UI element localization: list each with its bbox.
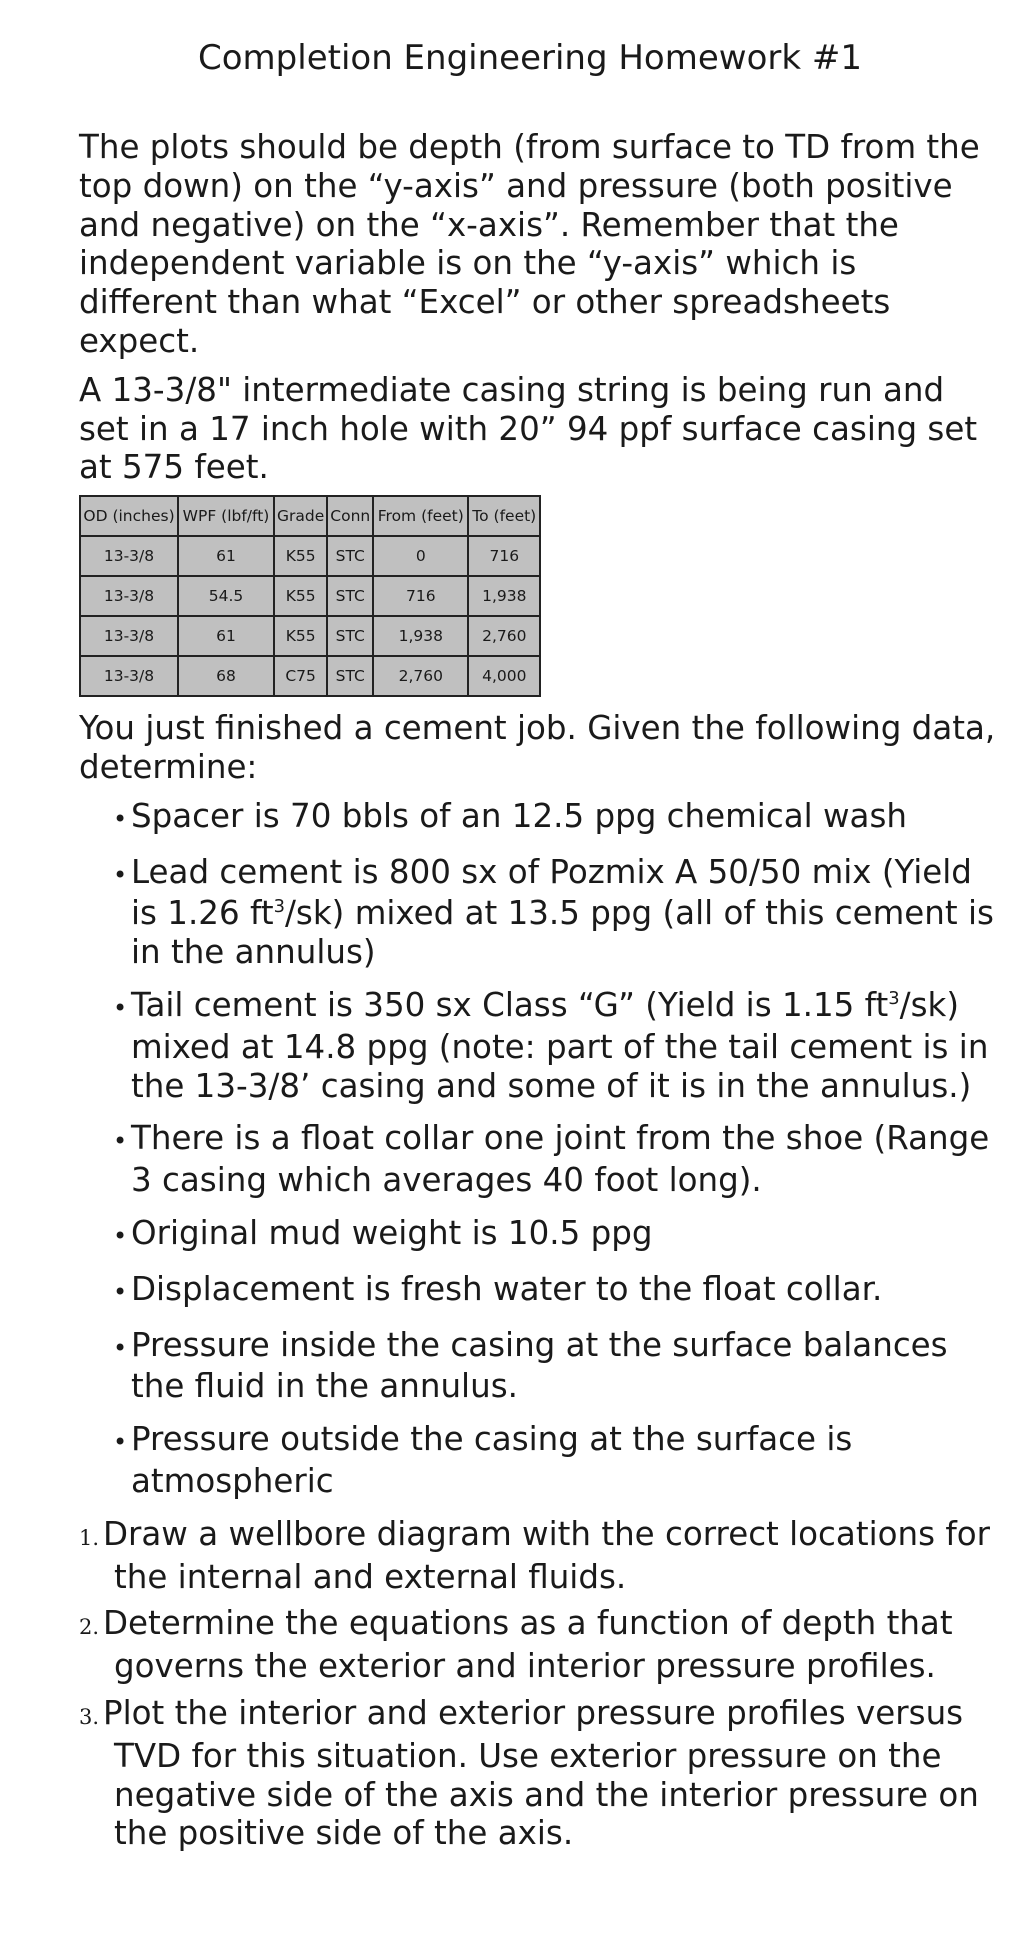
cell-from: 1,938 [373,616,468,656]
cell-od: 13-3/8 [80,536,178,576]
task-text: Plot the interior and exterior pressure profiles versus TVD for this situation. Use exterior pressure on the negative side of the axis and the interior pressure on the positive side of the axis. [103,1693,979,1853]
task-text: Draw a wellbore diagram with the correct locations for the internal and external fluids. [103,1514,991,1596]
cell-to: 4,000 [468,656,540,696]
cell-from: 0 [373,536,468,576]
document-title: Completion Engineering Homework #1 [198,38,862,78]
list-item [79,986,999,1105]
cell-od: 13-3/8 [80,616,178,656]
bullet-icon: • [113,860,128,889]
cell-od: 13-3/8 [80,656,178,696]
list-item [79,1694,999,1853]
spacer-text: Spacer is 70 bbls of an 12.5 ppg chemical wash [131,796,908,835]
casing-table-header-row [80,496,540,536]
list-item [79,1119,999,1200]
cell-grade: C75 [274,656,327,696]
plot-instructions-paragraph: The plots should be depth (from surface to TD from the top down) on the “y-axis” and pressure (both positive and negative) on the “x-axis”. Remember that the independent variable is on the “y-axis” which is different than what “Excel” or other spreadsheets expect. [79,128,980,360]
bullet-icon: • [113,804,128,833]
cell-conn: STC [327,616,373,656]
table-row [80,656,540,696]
mud-weight-text: Original mud weight is 10.5 ppg [131,1213,653,1252]
header-conn: Conn [327,496,373,536]
tail-cement-text: Tail cement is 350 sx Class “G” (Yield is 1.15 ft [131,985,889,1024]
header-wpf: WPF (lbf/ft) [178,496,274,536]
bullet-icon: • [113,1277,128,1306]
header-grade: Grade [274,496,327,536]
superscript: 3 [273,896,285,918]
cell-od: 13-3/8 [80,576,178,616]
header-od: OD (inches) [80,496,178,536]
task-number: 3. [79,1704,100,1729]
bullet-icon: • [113,1221,128,1250]
list-item [79,797,999,839]
list-item [79,853,999,972]
displacement-text: Displacement is fresh water to the float collar. [131,1269,883,1308]
cell-grade: K55 [274,616,327,656]
list-item [79,1214,999,1256]
list-item [79,1326,999,1407]
header-from: From (feet) [373,496,468,536]
bullet-icon: • [113,1428,128,1457]
inside-pressure-text: Pressure inside the casing at the surface balances the fluid in the annulus. [131,1325,948,1406]
task-text: Determine the equations as a function of depth that governs the exterior and interior pressure profiles. [103,1604,953,1686]
given-data-list [79,797,999,1501]
bullet-icon: • [113,993,128,1022]
cell-grade: K55 [274,536,327,576]
cell-wpf: 68 [178,656,274,696]
task-number: 2. [79,1615,100,1640]
task-number: 1. [79,1525,100,1550]
bullet-icon: • [113,1127,128,1156]
cell-from: 2,760 [373,656,468,696]
casing-description-paragraph: A 13-3/8" intermediate casing string is being run and set in a 17 inch hole with 20” 94 ppf surface casing set at 575 feet. [79,370,978,487]
list-item [79,1270,999,1312]
cement-job-paragraph: You just finished a cement job. Given the following data, determine: [79,709,996,786]
lead-cement-text: Lead cement is 800 sx of Pozmix A 50/50 mix (Yield is 1.26 ft [131,852,972,933]
list-item [79,1604,999,1686]
tail-cement-text-cont: /sk) mixed at 14.8 ppg (note: part of the tail cement is in the 13-3/8’ casing and some of it is in the annulus.) [131,985,989,1105]
cell-wpf: 54.5 [178,576,274,616]
cell-conn: STC [327,576,373,616]
casing-table [79,495,541,697]
list-item [79,1420,999,1501]
float-collar-text: There is a float collar one joint from the shoe (Range 3 casing which averages 40 foot long). [131,1119,990,1200]
cell-wpf: 61 [178,536,274,576]
cell-conn: STC [327,536,373,576]
table-row [80,616,540,656]
task-list [79,1515,999,1853]
outside-pressure-text: Pressure outside the casing at the surface is atmospheric [131,1420,853,1500]
superscript: 3 [888,988,900,1010]
lead-cement-text-cont: /sk) mixed at 13.5 ppg (all of this cement is in the annulus) [131,894,994,972]
cell-from: 716 [373,576,468,616]
cell-to: 2,760 [468,616,540,656]
cell-conn: STC [327,656,373,696]
header-to: To (feet) [468,496,540,536]
cell-to: 1,938 [468,576,540,616]
cell-to: 716 [468,536,540,576]
cell-grade: K55 [274,576,327,616]
bullet-icon: • [113,1333,128,1362]
list-item [79,1515,999,1597]
table-row [80,576,540,616]
cell-wpf: 61 [178,616,274,656]
table-row [80,536,540,576]
document-body [79,128,999,1861]
